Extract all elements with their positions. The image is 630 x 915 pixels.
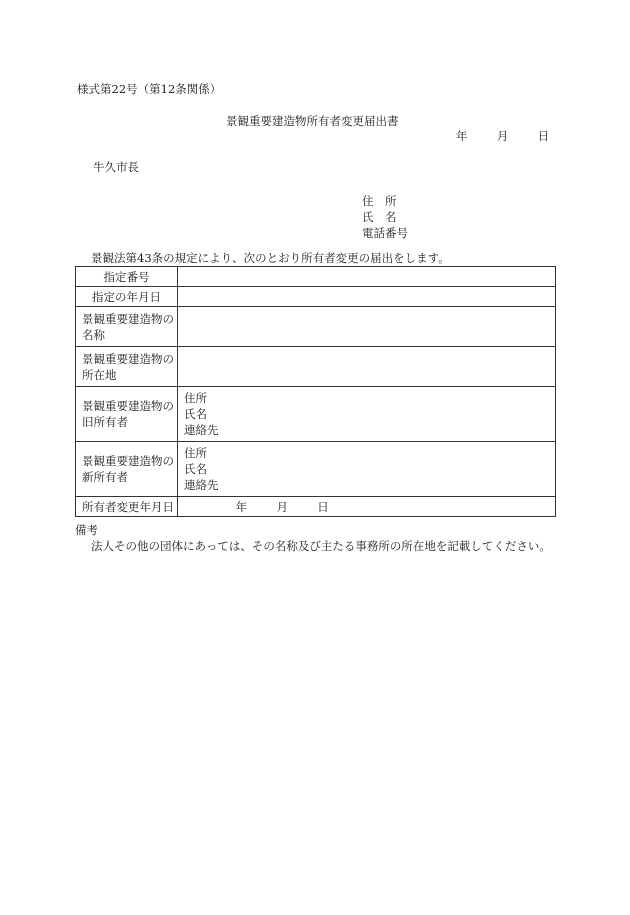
table-row bbox=[76, 347, 556, 387]
label-line: 景観重要建造物の bbox=[82, 311, 174, 326]
table-row bbox=[76, 497, 556, 517]
new-owner-address-label: 住所 bbox=[184, 446, 207, 460]
former-owner-address-label: 住所 bbox=[184, 391, 207, 405]
owner-change-date-label: 所有者変更年月日 bbox=[76, 497, 178, 517]
building-location-label bbox=[76, 347, 178, 387]
former-owner-label bbox=[76, 387, 178, 442]
label-line: 所在地 bbox=[82, 367, 117, 382]
applicant-block bbox=[362, 193, 408, 241]
change-month-label: 月 bbox=[276, 499, 288, 514]
label-line: 景観重要建造物の bbox=[82, 454, 174, 468]
addressee: 牛久市長 bbox=[93, 160, 139, 174]
designation-number-label: 指定番号 bbox=[76, 267, 178, 287]
new-owner-field[interactable] bbox=[178, 442, 556, 497]
applicant-address-label: 住 所 bbox=[362, 194, 397, 208]
table-row bbox=[76, 287, 556, 307]
label-line: 新所有者 bbox=[82, 470, 128, 484]
table-row bbox=[76, 387, 556, 442]
date-year-label: 年 bbox=[456, 129, 468, 143]
building-name-field[interactable] bbox=[178, 307, 556, 347]
form-table bbox=[75, 266, 556, 517]
new-owner-label bbox=[76, 442, 178, 497]
designation-number-field[interactable] bbox=[178, 267, 556, 287]
intro-statement: 景観法第43条の規定により、次のとおり所有者変更の届出をします。 bbox=[91, 251, 450, 265]
document-title: 景観重要建造物所有者変更届出書 bbox=[226, 114, 399, 128]
label-line: 景観重要建造物の bbox=[82, 399, 174, 413]
table-row bbox=[76, 442, 556, 497]
notes-text: 法人その他の団体にあっては、その名称及び主たる事務所の所在地を記載してください。 bbox=[91, 539, 551, 553]
former-owner-contact-label: 連絡先 bbox=[184, 423, 219, 437]
change-day-label: 日 bbox=[317, 499, 329, 514]
applicant-name-label: 氏 名 bbox=[362, 210, 397, 224]
label-line: 旧所有者 bbox=[82, 415, 128, 429]
date-month-label: 月 bbox=[496, 129, 509, 143]
designation-date-label: 指定の年月日 bbox=[76, 287, 178, 307]
notes-heading: 備考 bbox=[75, 523, 98, 537]
owner-change-date-field[interactable] bbox=[178, 497, 556, 517]
applicant-phone-label: 電話番号 bbox=[362, 226, 408, 240]
table-row bbox=[76, 307, 556, 347]
former-owner-name-label: 氏名 bbox=[184, 407, 207, 421]
new-owner-contact-label: 連絡先 bbox=[184, 478, 219, 492]
label-line: 名称 bbox=[82, 327, 105, 342]
label-line: 景観重要建造物の bbox=[82, 351, 174, 366]
building-location-field[interactable] bbox=[178, 347, 556, 387]
date-day-label: 日 bbox=[537, 129, 550, 143]
designation-date-field[interactable] bbox=[178, 287, 556, 307]
submission-date bbox=[456, 131, 549, 143]
new-owner-name-label: 氏名 bbox=[184, 462, 207, 476]
change-year-label: 年 bbox=[235, 499, 248, 514]
building-name-label bbox=[76, 307, 178, 347]
former-owner-field[interactable] bbox=[178, 387, 556, 442]
form-number: 様式第22号（第12条関係） bbox=[77, 82, 222, 96]
table-row bbox=[76, 267, 556, 287]
